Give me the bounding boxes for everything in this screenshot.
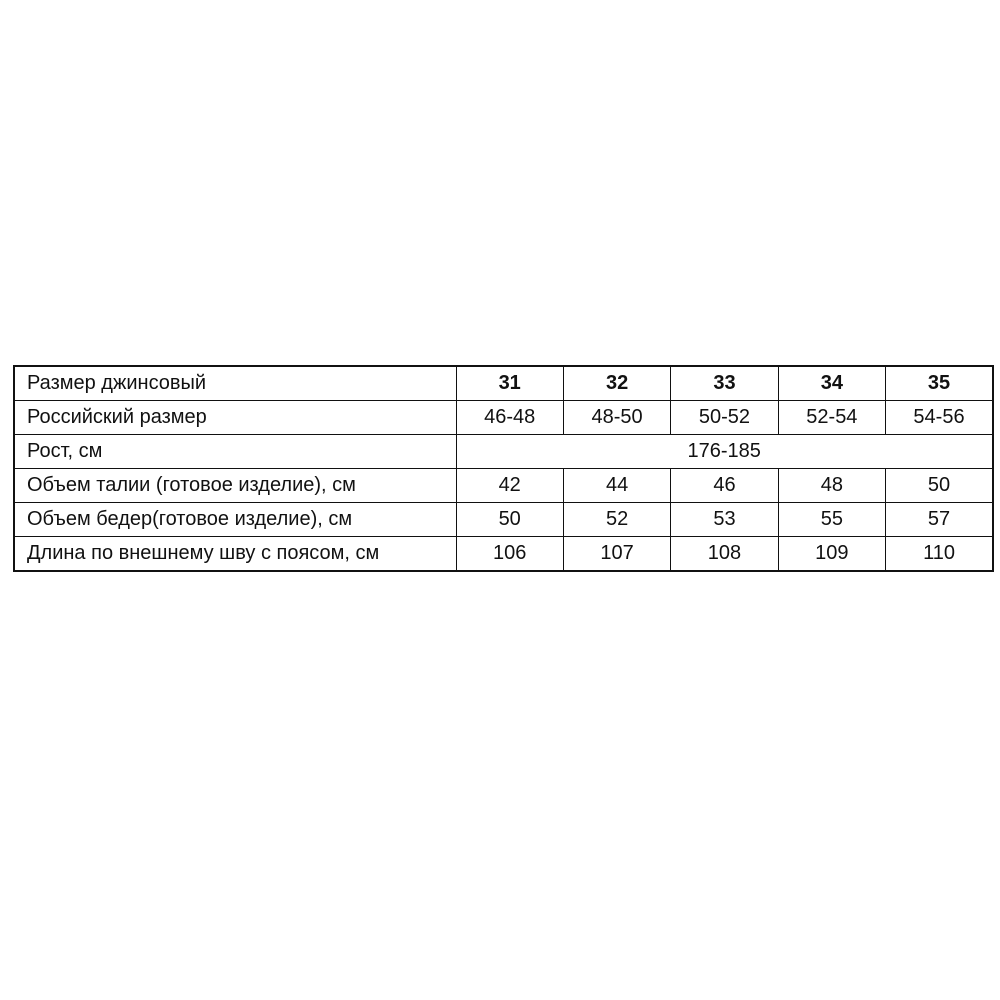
size-chart-table bbox=[13, 365, 994, 572]
table-cell: 110 bbox=[886, 537, 993, 572]
table-row-waist bbox=[14, 469, 993, 503]
jeans-size-cell: 31 bbox=[456, 366, 563, 401]
table-row-height bbox=[14, 435, 993, 469]
table-cell: 42 bbox=[456, 469, 563, 503]
table-cell: 48-50 bbox=[563, 401, 670, 435]
table-cell: 57 bbox=[886, 503, 993, 537]
table-cell: 107 bbox=[563, 537, 670, 572]
merged-height-cell: 176-185 bbox=[456, 435, 993, 469]
row-label: Российский размер bbox=[14, 401, 456, 435]
table-cell: 46-48 bbox=[456, 401, 563, 435]
table-row-hips bbox=[14, 503, 993, 537]
table-cell: 108 bbox=[671, 537, 778, 572]
jeans-size-cell: 35 bbox=[886, 366, 993, 401]
table-row-russian-size bbox=[14, 401, 993, 435]
row-label: Рост, см bbox=[14, 435, 456, 469]
table-cell: 50-52 bbox=[671, 401, 778, 435]
table-cell: 48 bbox=[778, 469, 885, 503]
jeans-size-cell: 33 bbox=[671, 366, 778, 401]
table-cell: 53 bbox=[671, 503, 778, 537]
table-cell: 46 bbox=[671, 469, 778, 503]
table-cell: 106 bbox=[456, 537, 563, 572]
row-label: Длина по внешнему шву с поясом, см bbox=[14, 537, 456, 572]
table-cell: 54-56 bbox=[886, 401, 993, 435]
table-row-outseam-length bbox=[14, 537, 993, 572]
table-row-jeans-size bbox=[14, 366, 993, 401]
jeans-size-cell: 32 bbox=[563, 366, 670, 401]
row-label: Объем бедер(готовое изделие), см bbox=[14, 503, 456, 537]
table-cell: 44 bbox=[563, 469, 670, 503]
table-cell: 109 bbox=[778, 537, 885, 572]
table-cell: 52-54 bbox=[778, 401, 885, 435]
row-label: Размер джинсовый bbox=[14, 366, 456, 401]
table-cell: 50 bbox=[456, 503, 563, 537]
table-cell: 52 bbox=[563, 503, 670, 537]
jeans-size-cell: 34 bbox=[778, 366, 885, 401]
table-cell: 55 bbox=[778, 503, 885, 537]
row-label: Объем талии (готовое изделие), см bbox=[14, 469, 456, 503]
table-cell: 50 bbox=[886, 469, 993, 503]
